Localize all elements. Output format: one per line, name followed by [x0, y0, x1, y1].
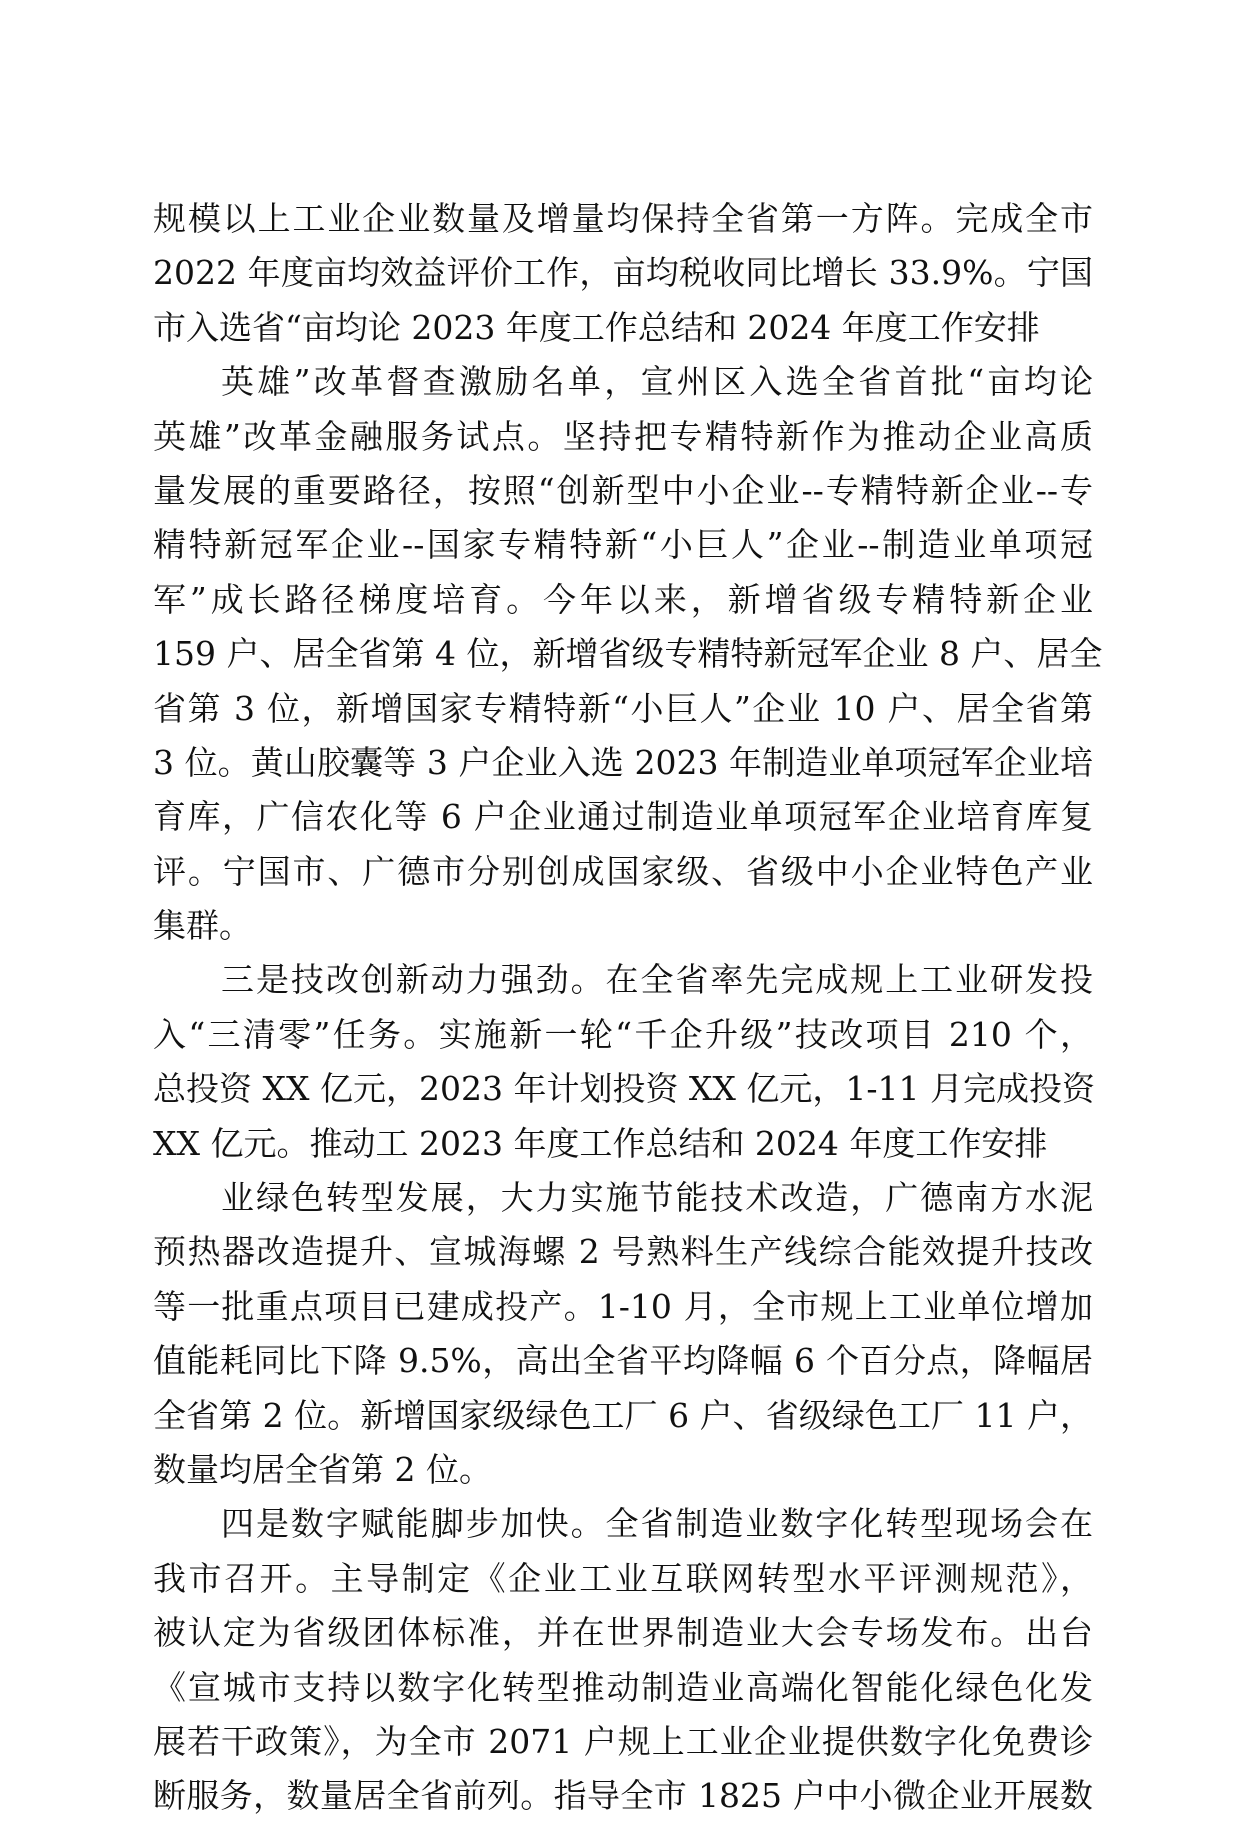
text-line: 育库，广信农化等 6 户企业通过制造业单项冠军企业培育库复 — [153, 797, 1093, 837]
text-line: 精特新冠军企业--国家专精特新“小巨人”企业--制造业单项冠 — [153, 525, 1093, 565]
text-line: XX 亿元。推动工 2023 年度工作总结和 2024 年度工作安排 — [153, 1123, 1048, 1163]
text-line: 断服务，数量居全省前列。指导全市 1825 户中小微企业开展数 — [153, 1776, 1093, 1816]
text-line: 军”成长路径梯度培育。今年以来，新增省级专精特新企业 — [153, 579, 1093, 619]
text-line: 《宣城市支持以数字化转型推动制造业高端化智能化绿色化发 — [153, 1667, 1093, 1707]
text-line: 我市召开。主导制定《企业工业互联网转型水平评测规范》， — [153, 1558, 1093, 1598]
text-line: 三是技改创新动力强劲。在全省率先完成规上工业研发投 — [221, 960, 1093, 1000]
text-line: 2022 年度亩均效益评价工作，亩均税收同比增长 33.9%。宁国 — [153, 253, 1093, 293]
text-line: 业绿色转型发展，大力实施节能技术改造，广德南方水泥 — [221, 1178, 1093, 1218]
text-line: 展若干政策》，为全市 2071 户规上工业企业提供数字化免费诊 — [153, 1721, 1093, 1761]
text-line: 3 位。黄山胶囊等 3 户企业入选 2023 年制造业单项冠军企业培 — [153, 742, 1093, 782]
body-text — [153, 192, 1103, 1824]
text-line: 等一批重点项目已建成投产。1-10 月，全市规上工业单位增加 — [153, 1286, 1093, 1326]
text-line: 全省第 2 位。新增国家级绿色工厂 6 户、省级绿色工厂 11 户， — [153, 1395, 1093, 1435]
text-line: 评。宁国市、广德市分别创成国家级、省级中小企业特色产业 — [153, 851, 1093, 891]
text-line: 预热器改造提升、宣城海螺 2 号熟料生产线综合能效提升技改 — [153, 1232, 1093, 1272]
text-line: 159 户、居全省第 4 位，新增省级专精特新冠军企业 8 户、居全 — [153, 634, 1103, 674]
text-line: 规模以上工业企业数量及增量均保持全省第一方阵。完成全市 — [153, 199, 1093, 238]
text-line: 总投资 XX 亿元，2023 年计划投资 XX 亿元，1-11 月完成投资 — [153, 1069, 1096, 1109]
text-line: 量发展的重要路径，按照“创新型中小企业--专精特新企业--专 — [153, 470, 1093, 510]
text-line: 数量均居全省第 2 位。 — [153, 1449, 492, 1489]
text-line: 集群。 — [153, 906, 252, 946]
text-line: 入“三清零”任务。实施新一轮“千企升级”技改项目 210 个， — [153, 1014, 1093, 1054]
text-line: 被认定为省级团体标准，并在世界制造业大会专场发布。出台 — [153, 1613, 1093, 1653]
text-line: 英雄”改革金融服务试点。坚持把专精特新作为推动企业高质 — [153, 416, 1093, 456]
text-line: 省第 3 位，新增国家专精特新“小巨人”企业 10 户、居全省第 — [153, 688, 1093, 728]
text-line: 英雄”改革督查激励名单，宣州区入选全省首批“亩均论 — [221, 362, 1093, 402]
text-line: 市入选省“亩均论 2023 年度工作总结和 2024 年度工作安排 — [153, 307, 1040, 347]
text-line: 四是数字赋能脚步加快。全省制造业数字化转型现场会在 — [221, 1504, 1093, 1544]
text-line: 值能耗同比下降 9.5%，高出全省平均降幅 6 个百分点，降幅居 — [153, 1341, 1093, 1381]
